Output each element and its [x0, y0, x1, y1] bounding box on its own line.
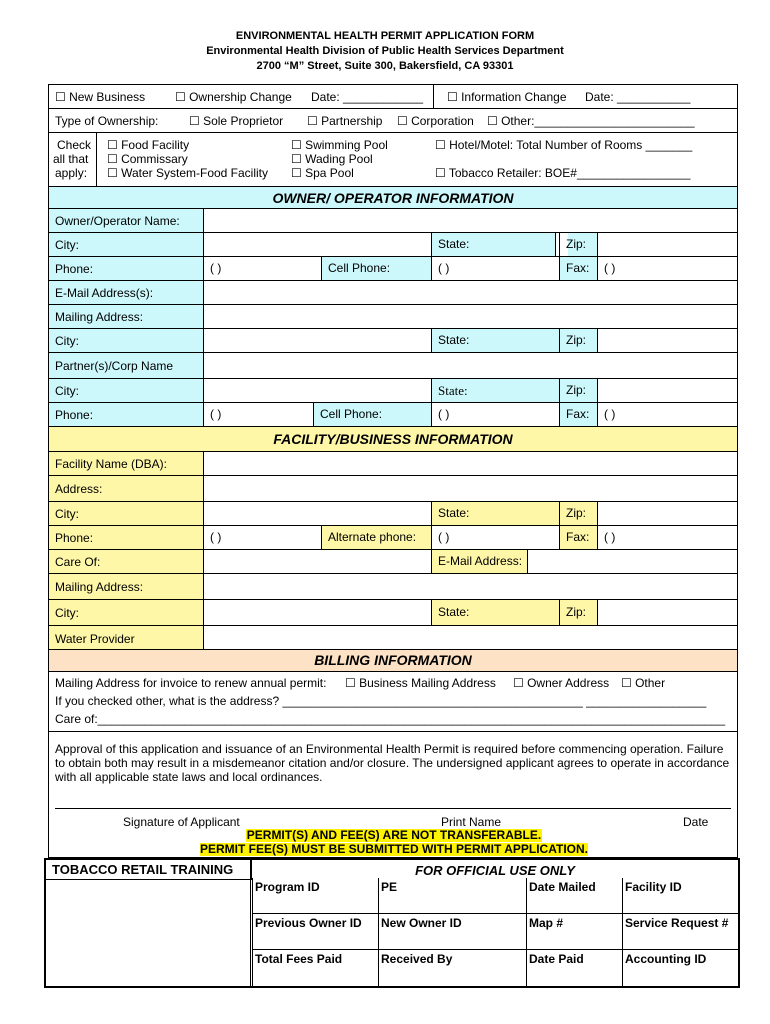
form-title: ENVIRONMENTAL HEALTH PERMIT APPLICATION FORM [235, 30, 535, 42]
facility-email-field[interactable] [527, 550, 737, 573]
partnership-checkbox[interactable]: ☐ Partnership [307, 114, 383, 128]
facility-phone-row [49, 526, 737, 550]
owner-name-label: Owner/Operator Name: [55, 214, 180, 228]
facility-phone-label: Phone: [55, 531, 94, 545]
water-system-checkbox[interactable]: ☐ Water System-Food Facility [107, 166, 269, 180]
fee-submission-notice: PERMIT FEE(S) MUST BE SUBMITTED WITH PERMIT APPLICATION. [200, 842, 588, 856]
partner-fax-label: Fax: [559, 403, 597, 426]
billing-care-of-line[interactable]: Care of:______________________________________________________________________________________________ [55, 712, 726, 726]
owner-mailing-zip-label: Zip: [559, 329, 597, 352]
form-division: Environmental Health Division of Public Health Services Department [206, 45, 564, 57]
partner-cell-label: Cell Phone: [313, 403, 431, 426]
water-provider-row [49, 626, 737, 650]
facility-address-field[interactable] [203, 476, 737, 501]
owner-zip-field[interactable] [597, 233, 737, 256]
new-business-checkbox[interactable]: ☐ New Business [55, 90, 146, 104]
facility-section-title: FACILITY/BUSINESS INFORMATION [49, 427, 737, 452]
owner-mailing-city-row [49, 329, 737, 353]
partner-phone-label: Phone: [55, 408, 94, 422]
water-provider-label: Water Provider [55, 632, 135, 646]
owner-email-label: E-Mail Address(s): [55, 286, 154, 300]
service-request-field[interactable]: Service Request # [622, 914, 738, 950]
facility-mailing-zip-label: Zip: [559, 600, 597, 625]
care-of-row [49, 550, 737, 574]
received-by-field[interactable]: Received By [378, 950, 526, 986]
partner-city-row [49, 379, 737, 403]
date-mailed-field[interactable]: Date Mailed [526, 878, 622, 914]
partner-zip-field[interactable] [597, 379, 737, 402]
owner-mailing-row [49, 305, 737, 329]
facility-id-field[interactable]: Facility ID [622, 878, 738, 914]
owner-email-field[interactable] [203, 281, 737, 304]
wading-pool-checkbox[interactable]: ☐ Wading Pool [291, 152, 373, 166]
date-paid-field[interactable]: Date Paid [526, 950, 622, 986]
facility-mailing-label: Mailing Address: [55, 580, 144, 594]
application-type-row [49, 85, 737, 109]
food-facility-checkbox[interactable]: ☐ Food Facility [107, 138, 190, 152]
billing-invoice-label: Mailing Address for invoice to renew annual permit: [55, 676, 327, 690]
owner-mailing-state-label: State: [431, 329, 559, 352]
swimming-pool-checkbox[interactable]: ☐ Swimming Pool [291, 138, 388, 152]
divider [250, 880, 251, 986]
water-provider-field[interactable] [203, 626, 737, 649]
pe-field[interactable]: PE [378, 878, 526, 914]
sole-proprietor-checkbox[interactable]: ☐ Sole Proprietor [189, 114, 284, 128]
facility-fax-label: Fax: [559, 526, 597, 549]
facility-name-label: Facility Name (DBA): [55, 457, 168, 471]
owner-mailing-field[interactable] [203, 305, 737, 328]
owner-address-checkbox[interactable]: ☐ Owner Address [513, 676, 610, 690]
spa-pool-checkbox[interactable]: ☐ Spa Pool [291, 166, 354, 180]
hotel-motel-checkbox[interactable]: ☐ Hotel/Motel: Total Number of Rooms _______ [435, 138, 693, 152]
program-id-field[interactable]: Program ID [252, 878, 378, 914]
owner-name-row [49, 209, 737, 233]
form-address: 2700 “M” Street, Suite 300, Bakersfield, CA 93301 [256, 60, 514, 72]
facility-city-field[interactable] [203, 502, 431, 525]
facility-name-field[interactable] [203, 452, 737, 475]
facility-mailing-state-label: State: [431, 600, 559, 625]
new-owner-id-field[interactable]: New Owner ID [378, 914, 526, 950]
owner-phone-row [49, 257, 737, 281]
facility-type-row [49, 133, 737, 187]
other-address-checkbox[interactable]: ☐ Other [621, 676, 666, 690]
corporation-checkbox[interactable]: ☐ Corporation [397, 114, 474, 128]
owner-section-title: OWNER/ OPERATOR INFORMATION [49, 187, 737, 209]
partner-row [49, 353, 737, 379]
partner-label: Partner(s)/Corp Name [55, 359, 174, 373]
facility-mailing-field[interactable] [203, 574, 737, 599]
information-change-date[interactable]: Date: ___________ [585, 90, 691, 104]
total-fees-field[interactable]: Total Fees Paid [252, 950, 378, 986]
owner-fax-label: Fax: [559, 257, 597, 280]
owner-mailing-label: Mailing Address: [55, 310, 144, 324]
owner-city-field[interactable] [203, 233, 431, 256]
partner-cell-field[interactable]: ( ) [431, 403, 559, 426]
signature-label: Signature of Applicant [123, 815, 240, 829]
ownership-change-date[interactable]: Date: ____________ [311, 90, 424, 104]
partner-fax-field[interactable]: ( ) [597, 403, 737, 426]
facility-state-label: State: [431, 502, 559, 525]
ownership-change-checkbox[interactable]: ☐ Ownership Change [175, 90, 292, 104]
owner-fax-field[interactable]: ( ) [597, 257, 737, 280]
facility-name-row [49, 452, 737, 476]
ownership-type-label: Type of Ownership: [55, 114, 159, 128]
facility-mailing-city-label: City: [55, 606, 79, 620]
owner-mailing-zip-field[interactable] [597, 329, 737, 352]
other-ownership-checkbox[interactable]: ☐ Other:________________________ [487, 114, 695, 128]
alternate-phone-field[interactable]: ( ) [431, 526, 559, 549]
partner-city-field[interactable] [203, 379, 431, 402]
owner-state-label: State: [431, 233, 555, 256]
owner-city-row [49, 233, 737, 257]
facility-phone-field[interactable]: ( ) [203, 526, 321, 549]
business-mailing-checkbox[interactable]: ☐ Business Mailing Address [345, 676, 496, 690]
facility-mailing-zip-field[interactable] [597, 600, 737, 625]
facility-city-row [49, 502, 737, 526]
approval-text: Approval of this application and issuance of an Environmental Health Permit is required before commencing operation. Failure to obtain both may result in a misdemeanor citation and/or closure. The undersigned applicant agrees to operate in accordance with all applicable state laws and local ordinances. [55, 742, 730, 784]
owner-name-field[interactable] [203, 209, 737, 232]
tobacco-training-title: TOBACCO RETAIL TRAINING [46, 860, 252, 880]
partner-field[interactable] [203, 353, 737, 378]
owner-email-row [49, 281, 737, 305]
tobacco-retailer-checkbox[interactable]: ☐ Tobacco Retailer: BOE#_________________ [435, 166, 691, 180]
facility-email-label: E-Mail Address: [431, 550, 527, 573]
alternate-phone-label: Alternate phone: [321, 526, 431, 549]
owner-phone-label: Phone: [55, 262, 94, 276]
date-label: Date [683, 815, 709, 829]
owner-city-label: City: [55, 238, 79, 252]
other-address-line[interactable]: If you checked other, what is the address? _____________________________________________ __________________ [55, 694, 707, 708]
partner-phone-row [49, 403, 737, 427]
facility-fax-field[interactable]: ( ) [597, 526, 737, 549]
approval-block [49, 732, 737, 832]
ownership-type-row [49, 109, 737, 133]
check-label-3: apply: [55, 166, 88, 180]
partner-phone-field[interactable]: ( ) [203, 403, 313, 426]
facility-mailing-city-field[interactable] [203, 600, 431, 625]
facility-address-row [49, 476, 737, 502]
care-of-label: Care Of: [55, 555, 101, 569]
check-label-2: all that [53, 152, 89, 166]
billing-details [49, 672, 737, 732]
previous-owner-id-field[interactable]: Previous Owner ID [252, 914, 378, 950]
owner-cell-field[interactable]: ( ) [431, 257, 559, 280]
application-form [48, 84, 738, 858]
map-number-field[interactable]: Map # [526, 914, 622, 950]
official-use-box [44, 858, 740, 988]
check-label-box [49, 133, 97, 187]
facility-zip-field[interactable] [597, 502, 737, 525]
check-label-1: Check [57, 138, 92, 152]
partner-zip-label: Zip: [559, 379, 597, 402]
official-use-title: FOR OFFICIAL USE ONLY [415, 863, 575, 878]
partner-city-label: City: [55, 384, 79, 398]
owner-cell-label: Cell Phone: [321, 257, 431, 280]
facility-zip-label: Zip: [559, 502, 597, 525]
print-name-label: Print Name [441, 815, 502, 829]
facility-address-label: Address: [55, 482, 103, 496]
owner-mailing-city-label: City: [55, 334, 79, 348]
facility-city-label: City: [55, 507, 79, 521]
billing-section-title: BILLING INFORMATION [49, 650, 737, 672]
owner-phone-field[interactable]: ( ) [203, 257, 321, 280]
divider [433, 85, 434, 109]
owner-mailing-city-field[interactable] [203, 329, 431, 352]
partner-state-label: State: [431, 379, 559, 402]
signature-line[interactable] [55, 808, 731, 809]
not-transferable-notice: PERMIT(S) AND FEE(S) ARE NOT TRANSFERABLE. [246, 828, 542, 842]
facility-mailing-city-row [49, 600, 737, 626]
facility-mailing-row [49, 574, 737, 600]
commissary-checkbox[interactable]: ☐ Commissary [107, 152, 188, 166]
information-change-checkbox[interactable]: ☐ Information Change [447, 90, 567, 104]
care-of-field[interactable] [203, 550, 431, 573]
accounting-id-field[interactable]: Accounting ID [622, 950, 738, 986]
owner-zip-label: Zip: [559, 233, 597, 256]
